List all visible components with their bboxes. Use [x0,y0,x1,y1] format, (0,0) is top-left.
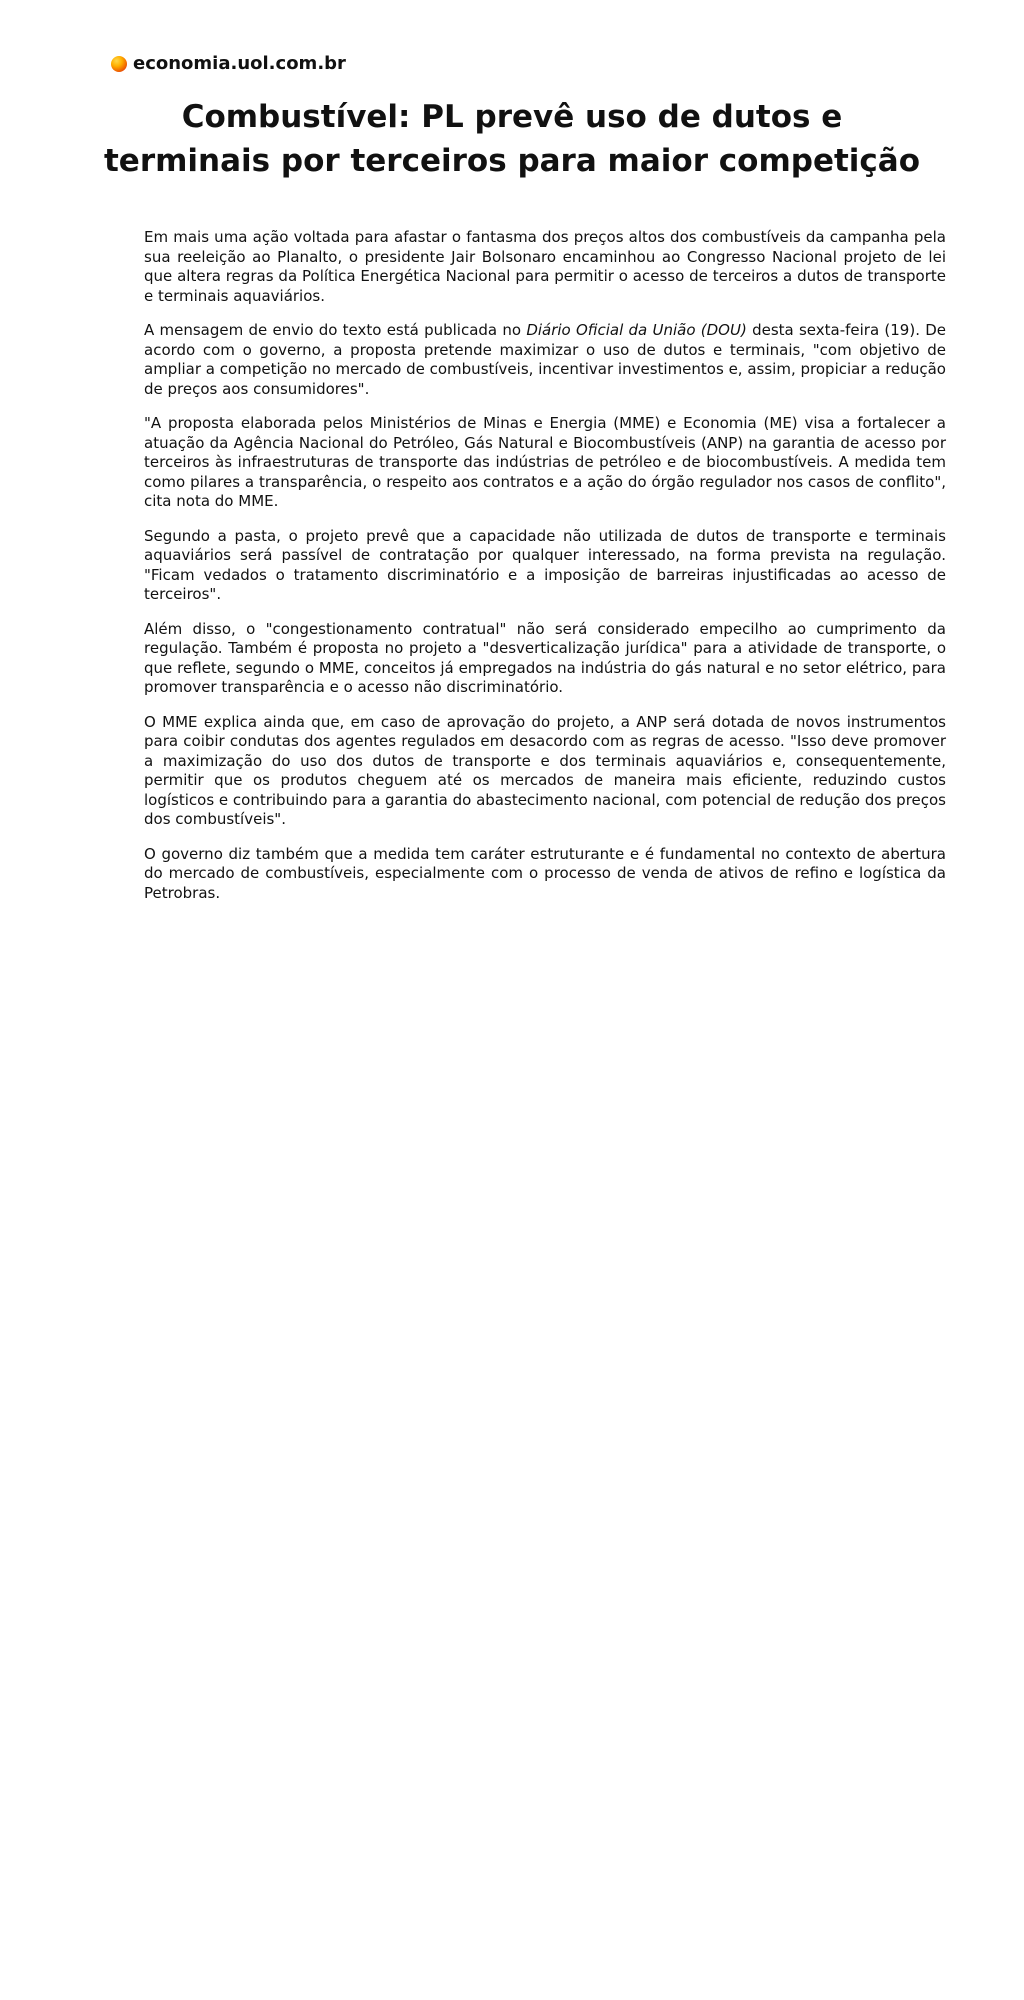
uol-logo-icon [111,56,127,72]
article-title: Combustível: PL prevê uso de dutos e terminais por terceiros para maior competição [103,99,921,179]
paragraph-1: Em mais uma ação voltada para afastar o fantasma dos preços altos dos combustíveis da campanha pela sua reeleição ao Planalto, o presidente Jair Bolsonaro encaminhou ao Congresso Nacional projeto de lei que altera regras da Política Energética Nacional para permitir o acesso de terceiros a dutos de transporte e terminais aquaviários. [144,228,946,305]
paragraph-7: O governo diz também que a medida tem caráter estruturante e é fundamental no contexto de abertura do mercado de combustíveis, especialmente com o processo de venda de ativos de refino e logística da Petrobras. [144,844,946,902]
paragraph-2-after: desta sexta-feira (19). De acordo com o governo, a proposta pretende maximizar o uso de dutos e terminais, "com objetivo de ampliar a competição no mercado de combustíveis, incentivar investimentos e, assim, propiciar a redução de preços aos consumidores". [144,321,946,398]
dou-emphasis: Diário Oficial da União (DOU) [526,321,747,339]
site-domain: economia.uol.com.br [133,53,346,74]
paragraph-4: Segundo a pasta, o projeto prevê que a capacidade não utilizada de dutos de transporte e terminais aquaviários será passível de contratação por qualquer interessado, na forma prevista na regulação. "Ficam vedados o tratamento discriminatório e a imposição de barreiras injustificadas ao acesso de terceiros". [144,526,946,603]
paragraph-3: "A proposta elaborada pelos Ministérios de Minas e Energia (MME) e Economia (ME) visa a fortalecer a atuação da Agência Nacional do Petróleo, Gás Natural e Biocombustíveis (ANP) na garantia de acesso por terceiros às infraestruturas de transporte das indústrias de petróleo e de biocombustíveis. A medida tem como pilares a transparência, o respeito aos contratos e a ação do órgão regulador nos casos de conflito", cita nota do MME. [144,414,946,510]
article-body [144,228,946,918]
paragraph-6: O MME explica ainda que, em caso de aprovação do projeto, a ANP será dotada de novos instrumentos para coibir condutas dos agentes regulados em desacordo com as regras de acesso. "Isso deve promover a maximização do uso dos dutos de transporte e dos terminais aquaviários e, consequentemente, permitir que os produtos cheguem até os mercados de maneira mais eficiente, reduzindo custos logísticos e contribuindo para a garantia do abastecimento nacional, com potencial de redução dos preços dos combustíveis". [144,712,946,828]
paragraph-2-before: A mensagem de envio do texto está publicada no [144,321,527,339]
site-header [111,52,346,76]
paragraph-2 [144,321,946,399]
paragraph-5: Além disso, o "congestionamento contratual" não será considerado empecilho ao cumprimento da regulação. Também é proposta no projeto a "desverticalização jurídica" para a atividade de transporte, o que reflete, segundo o MME, conceitos já empregados na indústria do gás natural e no setor elétrico, para promover transparência e o acesso não discriminatório. [144,619,946,696]
